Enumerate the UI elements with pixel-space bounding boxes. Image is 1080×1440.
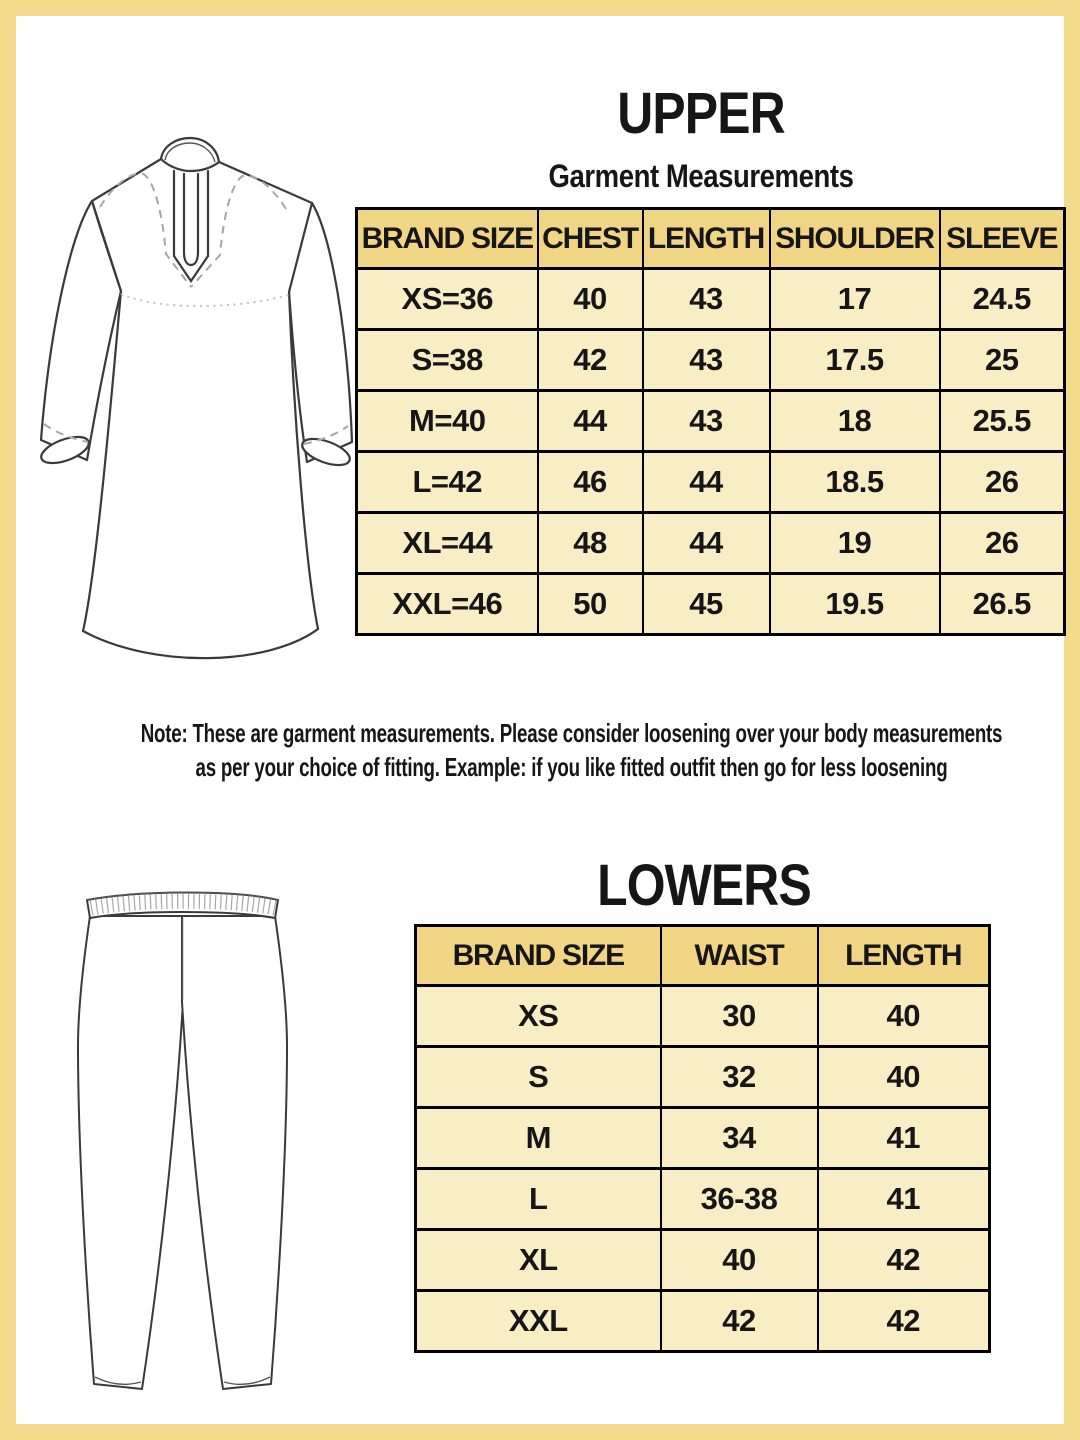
measurement-cell: 41: [818, 1108, 990, 1169]
measurement-cell: 42: [818, 1291, 990, 1352]
measurement-note: [92, 716, 1052, 784]
column-header: WAIST: [661, 926, 818, 986]
size-cell: XL: [416, 1230, 661, 1291]
upper-size-table: [355, 207, 1066, 636]
column-header: SHOULDER: [770, 209, 940, 269]
measurement-cell: 43: [643, 330, 770, 391]
pants-line-drawing-svg: [71, 886, 306, 1398]
measurement-cell: 24.5: [940, 269, 1065, 330]
measurement-cell: 25.5: [940, 391, 1065, 452]
measurement-cell: 42: [538, 330, 643, 391]
size-cell: XXL=46: [357, 574, 538, 635]
measurement-cell: 44: [643, 452, 770, 513]
size-cell: XL=44: [357, 513, 538, 574]
table-row: [357, 269, 1065, 330]
measurement-cell: 41: [818, 1169, 990, 1230]
measurement-cell: 26: [940, 513, 1065, 574]
table-row: [416, 1108, 990, 1169]
table-row: [357, 513, 1065, 574]
measurement-cell: 40: [818, 1047, 990, 1108]
measurement-cell: 40: [818, 986, 990, 1047]
size-cell: L=42: [357, 452, 538, 513]
measurement-cell: 26.5: [940, 574, 1065, 635]
pants-illustration: [71, 886, 306, 1398]
measurement-cell: 32: [661, 1047, 818, 1108]
table-row: [357, 574, 1065, 635]
table-row: [357, 330, 1065, 391]
measurement-cell: 18.5: [770, 452, 940, 513]
size-cell: XS=36: [357, 269, 538, 330]
size-cell: XS: [416, 986, 661, 1047]
measurement-cell: 26: [940, 452, 1065, 513]
measurement-cell: 36-38: [661, 1169, 818, 1230]
measurement-cell: 42: [818, 1230, 990, 1291]
table-row: [416, 1047, 990, 1108]
kurta-line-drawing-svg: [38, 124, 354, 664]
size-cell: L: [416, 1169, 661, 1230]
header-row: [416, 926, 990, 986]
measurement-cell: 44: [538, 391, 643, 452]
measurement-cell: 18: [770, 391, 940, 452]
table-row: [357, 452, 1065, 513]
size-cell: M=40: [357, 391, 538, 452]
column-header: LENGTH: [818, 926, 990, 986]
table-row: [416, 986, 990, 1047]
measurement-cell: 46: [538, 452, 643, 513]
measurement-cell: 40: [661, 1230, 818, 1291]
size-cell: S=38: [357, 330, 538, 391]
measurement-cell: 42: [661, 1291, 818, 1352]
kurta-illustration: [38, 124, 354, 664]
measurement-cell: 45: [643, 574, 770, 635]
measurement-cell: 40: [538, 269, 643, 330]
size-cell: S: [416, 1047, 661, 1108]
lowers-section-title: LOWERS: [597, 853, 811, 918]
measurement-cell: 43: [643, 391, 770, 452]
lowers-size-table: [414, 924, 991, 1353]
measurement-cell: 44: [643, 513, 770, 574]
column-header: BRAND SIZE: [357, 209, 538, 269]
measurement-cell: 17.5: [770, 330, 940, 391]
upper-section-title: UPPER: [617, 81, 785, 146]
column-header: CHEST: [538, 209, 643, 269]
note-line-1: Note: These are garment measurements. Please consider loosening over your body measurements: [140, 718, 1003, 748]
size-cell: M: [416, 1108, 661, 1169]
column-header: BRAND SIZE: [416, 926, 661, 986]
measurement-cell: 34: [661, 1108, 818, 1169]
measurement-cell: 25: [940, 330, 1065, 391]
table-row: [357, 391, 1065, 452]
measurement-cell: 48: [538, 513, 643, 574]
note-line-2: as per your choice of fitting. Example: if you like fitted outfit then go for less loosening: [195, 752, 948, 782]
measurement-cell: 19: [770, 513, 940, 574]
measurement-cell: 17: [770, 269, 940, 330]
measurement-cell: 50: [538, 574, 643, 635]
table-row: [416, 1169, 990, 1230]
header-row: [357, 209, 1065, 269]
size-cell: XXL: [416, 1291, 661, 1352]
column-header: SLEEVE: [940, 209, 1065, 269]
table-row: [416, 1291, 990, 1352]
measurement-cell: 19.5: [770, 574, 940, 635]
column-header: LENGTH: [643, 209, 770, 269]
measurement-cell: 30: [661, 986, 818, 1047]
table-row: [416, 1230, 990, 1291]
upper-section-subtitle: Garment Measurements: [548, 158, 854, 194]
measurement-cell: 43: [643, 269, 770, 330]
